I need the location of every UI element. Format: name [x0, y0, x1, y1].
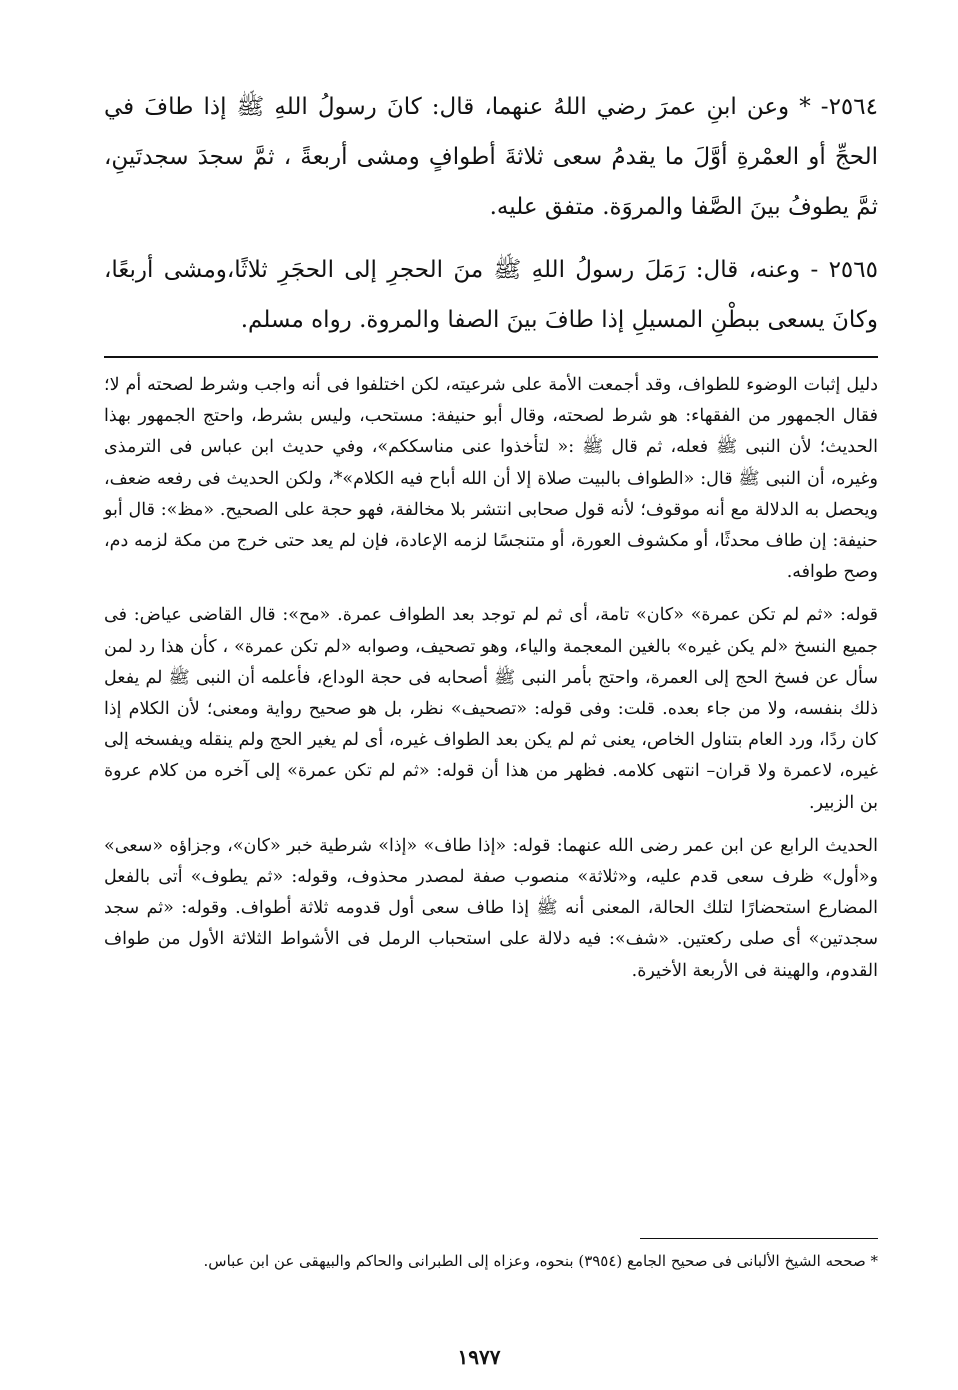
commentary-text [104, 370, 878, 999]
footnote-text: * صححه الشيخ الألبانى فى صحيح الجامع (٣٩٥٤) بنحوه، وعزاه إلى الطبرانى والحاكم والبيهقى عن ابن عباس. [203, 1252, 878, 1270]
hadith-text [104, 82, 878, 358]
commentary-paragraph: قوله: «ثم لم تكن عمرة» «كان» تامة، أى ثم لم توجد بعد الطواف عمرة. «مح»: قال القاضى عياض: فى جميع النسخ «لم يكن غيره» بالغين المعجمة والياء، وهو تصحيف، وصوابه «لم تكن عمرة» ، كأن هذا رد لمن سأل عن فسخ الحج إلى العمرة، واحتج بأمر النبى ﷺ أصحابه فى حجة الوداع، فأعلمه أن النبى ﷺ لم يفعل ذلك بنفسه، ولا من جاء بعده. قلت: وفى قوله: «تصحيف» نظر، بل هو صحيح رواية ومعنى؛ لأن الكلام إذا كان ردًا، ورد العام بتناول الخاص، يعنى ثم لم يكن بعد الطواف غيره، أى لم يغير الحج ولم ينقله ويفسخه إلى غيره، لاعمرة ولا قران– انتهى كلامه. فظهر من هذا أن قوله: «ثم لم تكن عمرة» إلى آخره من كلام عروة بن الزبير. [104, 605, 878, 813]
commentary-paragraph: دليل إثبات الوضوء للطواف، وقد أجمعت الأمة على شرعيته، لكن اختلفوا فى أنه واجب وشرط لصحته أم لا؛ فقال الجمهور من الفقهاء: هو شرط لصحته، وقال أبو حنيفة: مستحب، وليس بشرط، واحتج الجمهور بهذا الحديث؛ لأن النبى ﷺ فعله، ثم قال ﷺ :« لتأخذوا عنى مناسككم»، وفي حديث ابن عباس فى الترمذى وغيره، أن النبى ﷺ قال: «الطواف بالبيت صلاة إلا أن الله أباح فيه الكلام»*، ولكن الحديث فى رفعه ضعف، ويحصل به الدلالة مع أنه موقوف؛ لأنه قول صحابى انتشر بلا مخالفة، فهو حجة على الصحيح. «مظ»: قال أبو حنيفة: إن طاف محدثًا، أو مكشوف العورة، أو متنجسًا لزمه الإعادة، فإن لم يعد حتى خرج من مكة لزمه دم، وصح طوافه. [104, 375, 878, 583]
footnote-divider [640, 1238, 878, 1239]
page-number: ١٩٧٧ [457, 1345, 501, 1369]
commentary-paragraph: الحديث الرابع عن ابن عمر رضى الله عنهما: قوله: «إذا طاف» «إذا» شرطية خبر «كان»، وجزاؤه «سعى» و«أول» ظرف سعى قدم عليه، و«ثلاثة» منصوب صفة لمصدر محذوف، وقوله: «ثم يطوف» أتى بالفعل المضارع استحضارًا لتلك الحالة، المعنى أنه ﷺ إذا طاف سعى أول قدومه ثلاثة أطواف. وقوله: «ثم سجد سجدتين» أى صلى ركعتين. «شف»: فيه دلالة على استحباب الرمل فى الأشواط الثلاثة الأول من طواف القدوم، والهينة فى الأربعة الأخيرة. [104, 835, 878, 981]
section-divider [104, 356, 878, 358]
hadith-2565: ٢٥٦٥ - وعنه، قال: رَمَلَ رسولُ اللهِ ﷺ منَ الحجرِ إلى الحجَرِ ثلاثًا،ومشى أربعًا، وكانَ يسعى ببطْنِ المسيلِ إذا طافَ بينَ الصفا والمروة. رواه مسلم. [104, 257, 878, 333]
footnote [104, 1244, 878, 1278]
hadith-2564: ٢٥٦٤- * وعن ابنِ عمرَ رضي اللهُ عنهما، قال: كانَ رسولُ اللهِ ﷺ إذا طافَ في الحجِّ أو العمْرةِ أوَّلَ ما يقدمُ سعى ثلاثةَ أطوافٍ ومشى أربعةً ، ثمَّ سجدَ سجدتَينِ، ثمَّ يطوفُ بينَ الصَّفا والمروَة. متفق عليه. [104, 94, 878, 220]
